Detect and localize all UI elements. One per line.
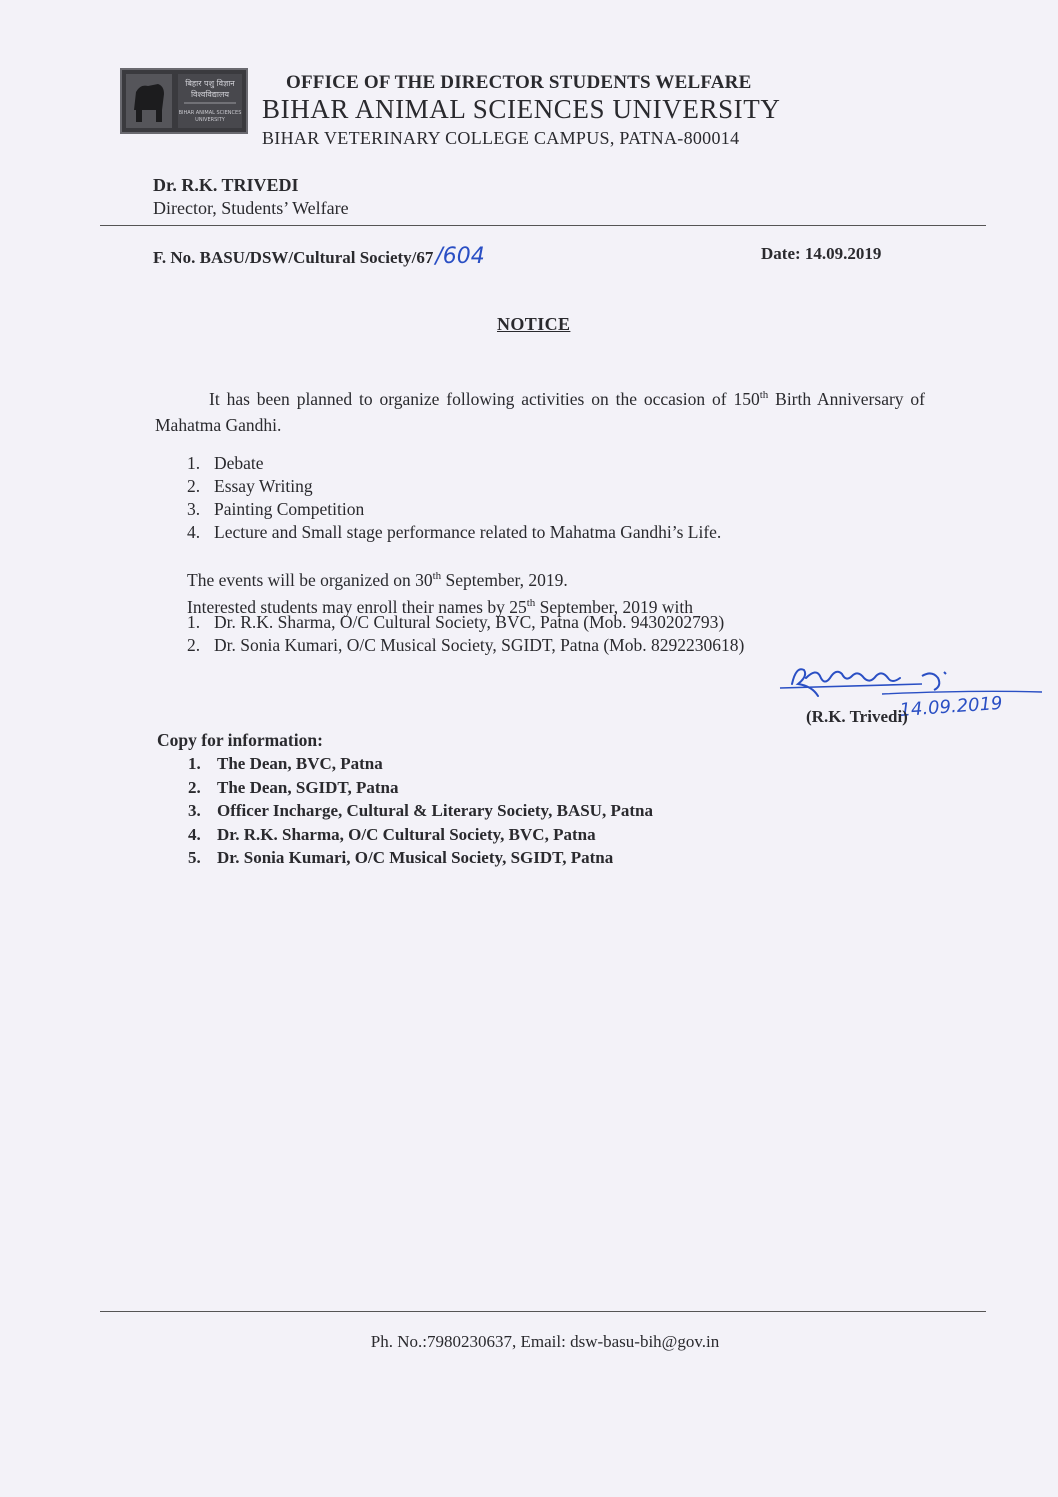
intro-paragraph: It has been planned to organize following activities on the occasion of 150th Birth Anniversary of Mahatma Gandhi. <box>155 388 925 435</box>
contacts-list <box>187 611 744 657</box>
signature-date: 14.09.2019 <box>898 692 1004 721</box>
logo-text-line4: UNIVERSITY <box>195 117 225 123</box>
copy-list <box>188 752 653 870</box>
footer-contact: Ph. No.:7980230637, Email: dsw-basu-bih@gov.in <box>370 1332 720 1351</box>
list-item: 3. Painting Competition <box>187 499 365 519</box>
list-item: 2. The Dean, SGIDT, Patna <box>188 777 399 797</box>
university-name: BIHAR ANIMAL SCIENCES UNIVERSITY <box>262 94 781 124</box>
university-emblem-icon <box>120 68 248 134</box>
sender-designation: Director, Students’ Welfare <box>153 198 349 218</box>
list-item: 4. Lecture and Small stage performance related to Mahatma Gandhi’s Life. <box>187 522 722 542</box>
file-number-prefix: F. No. BASU/DSW/Cultural Society/67 <box>153 248 434 267</box>
list-item: 1. The Dean, BVC, Patna <box>188 754 383 773</box>
file-number <box>153 244 485 269</box>
office-heading: OFFICE OF THE DIRECTOR STUDENTS WELFARE <box>286 72 752 93</box>
event-date-line: The events will be organized on 30th September, 2019. <box>187 569 568 590</box>
campus-address: BIHAR VETERINARY COLLEGE CAMPUS, PATNA-800014 <box>262 128 740 148</box>
notice-date: Date: 14.09.2019 <box>761 244 882 263</box>
enroll-line: Interested students may enroll their names by 25th September, 2019 with <box>187 596 694 617</box>
copy-heading: Copy for information: <box>157 730 323 750</box>
list-item: 4. Dr. R.K. Sharma, O/C Cultural Society, BVC, Patna <box>188 824 596 844</box>
signatory-name: (R.K. Trivedi) <box>806 707 908 726</box>
file-number-handwritten: /604 <box>435 244 485 269</box>
list-item: 1. Debate <box>187 453 264 473</box>
list-item: 5. Dr. Sonia Kumari, O/C Musical Society, SGIDT, Patna <box>188 848 614 867</box>
logo-text-line1: बिहार पशु विज्ञान <box>185 79 235 88</box>
list-item: 2. Dr. Sonia Kumari, O/C Musical Society, SGIDT, Patna (Mob. 8292230618) <box>187 635 745 655</box>
activities-list <box>187 452 721 544</box>
logo-text-line3: BIHAR ANIMAL SCIENCES <box>178 110 242 116</box>
logo-text-line2: विश्वविद्यालय <box>190 90 230 99</box>
list-item: 1. Dr. R.K. Sharma, O/C Cultural Society, BVC, Patna (Mob. 9430202793) <box>187 612 725 632</box>
list-item: 2. Essay Writing <box>187 476 313 496</box>
list-item: 3. Officer Incharge, Cultural & Literary Society, BASU, Patna <box>188 801 653 820</box>
sender-name: Dr. R.K. TRIVEDI <box>153 175 299 195</box>
header-divider <box>100 225 986 226</box>
footer-divider <box>100 1311 986 1312</box>
notice-title: NOTICE <box>497 314 571 334</box>
